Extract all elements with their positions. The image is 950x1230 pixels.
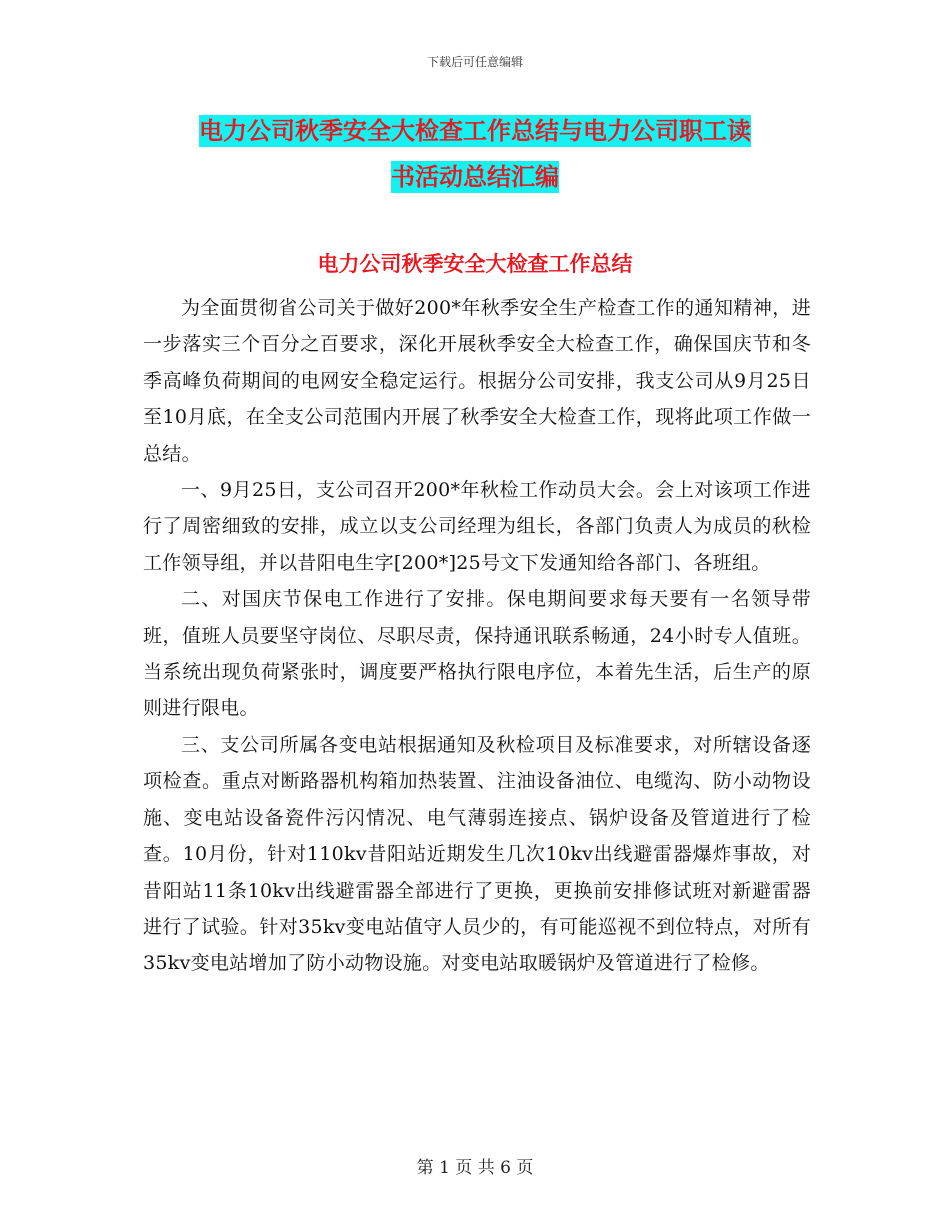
- page-footer: 第 1 页 共 6 页: [416, 1158, 534, 1178]
- paragraph-item-2: 二、对国庆节保电工作进行了安排。保电期间要求每天要有一名领导带班，值班人员要坚守岗位、尽职尽责，保持通讯联系畅通，24小时专人值班。当系统出现负荷紧张时，调度要严格执行限电序位，本着先生活，后生产的原则进行限电。: [143, 588, 811, 720]
- document-title-line-1: 电力公司秋季安全大检查工作总结与电力公司职工读: [199, 117, 751, 145]
- section-title: 电力公司秋季安全大检查工作总结: [317, 252, 633, 276]
- page-header-note: 下载后可任意编辑: [426, 55, 523, 69]
- paragraph-item-1: 一、9月25日，支公司召开200*年秋检工作动员大会。会上对该项工作进行了周密细致的安排，成立以支公司经理为组长，各部门负责人为成员的秋检工作领导组，并以昔阳电生字[200*]25号文下发通知给各部门、各班组。: [143, 479, 811, 574]
- document-body: [143, 290, 811, 982]
- document-title-line-2: 书活动总结汇编: [391, 163, 559, 191]
- paragraph-item-3: 三、支公司所属各变电站根据通知及秋检项目及标准要求，对所辖设备逐项检查。重点对断路器机构箱加热装置、注油设备油位、电缆沟、防小动物设施、变电站设备瓷件污闪情况、电气薄弱连接点、锅炉设备及管道进行了检查。10月份，针对110kv昔阳站近期发生几次10kv出线避雷器爆炸事故，对昔阳站11条10kv出线避雷器全部进行了更换，更换前安排修试班对新避雷器进行了试验。针对35kv变电站值守人员少的，有可能巡视不到位特点，对所有35kv变电站增加了防小动物设施。对变电站取暖锅炉及管道进行了检修。: [143, 733, 811, 975]
- paragraph-intro: 为全面贯彻省公司关于做好200*年秋季安全生产检查工作的通知精神，进一步落实三个百分之百要求，深化开展秋季安全大检查工作，确保国庆节和冬季高峰负荷期间的电网安全稳定运行。根据分公司安排，我支公司从9月25日至10月底，在全支公司范围内开展了秋季安全大检查工作，现将此项工作做一总结。: [143, 297, 811, 465]
- document-title: [140, 108, 810, 200]
